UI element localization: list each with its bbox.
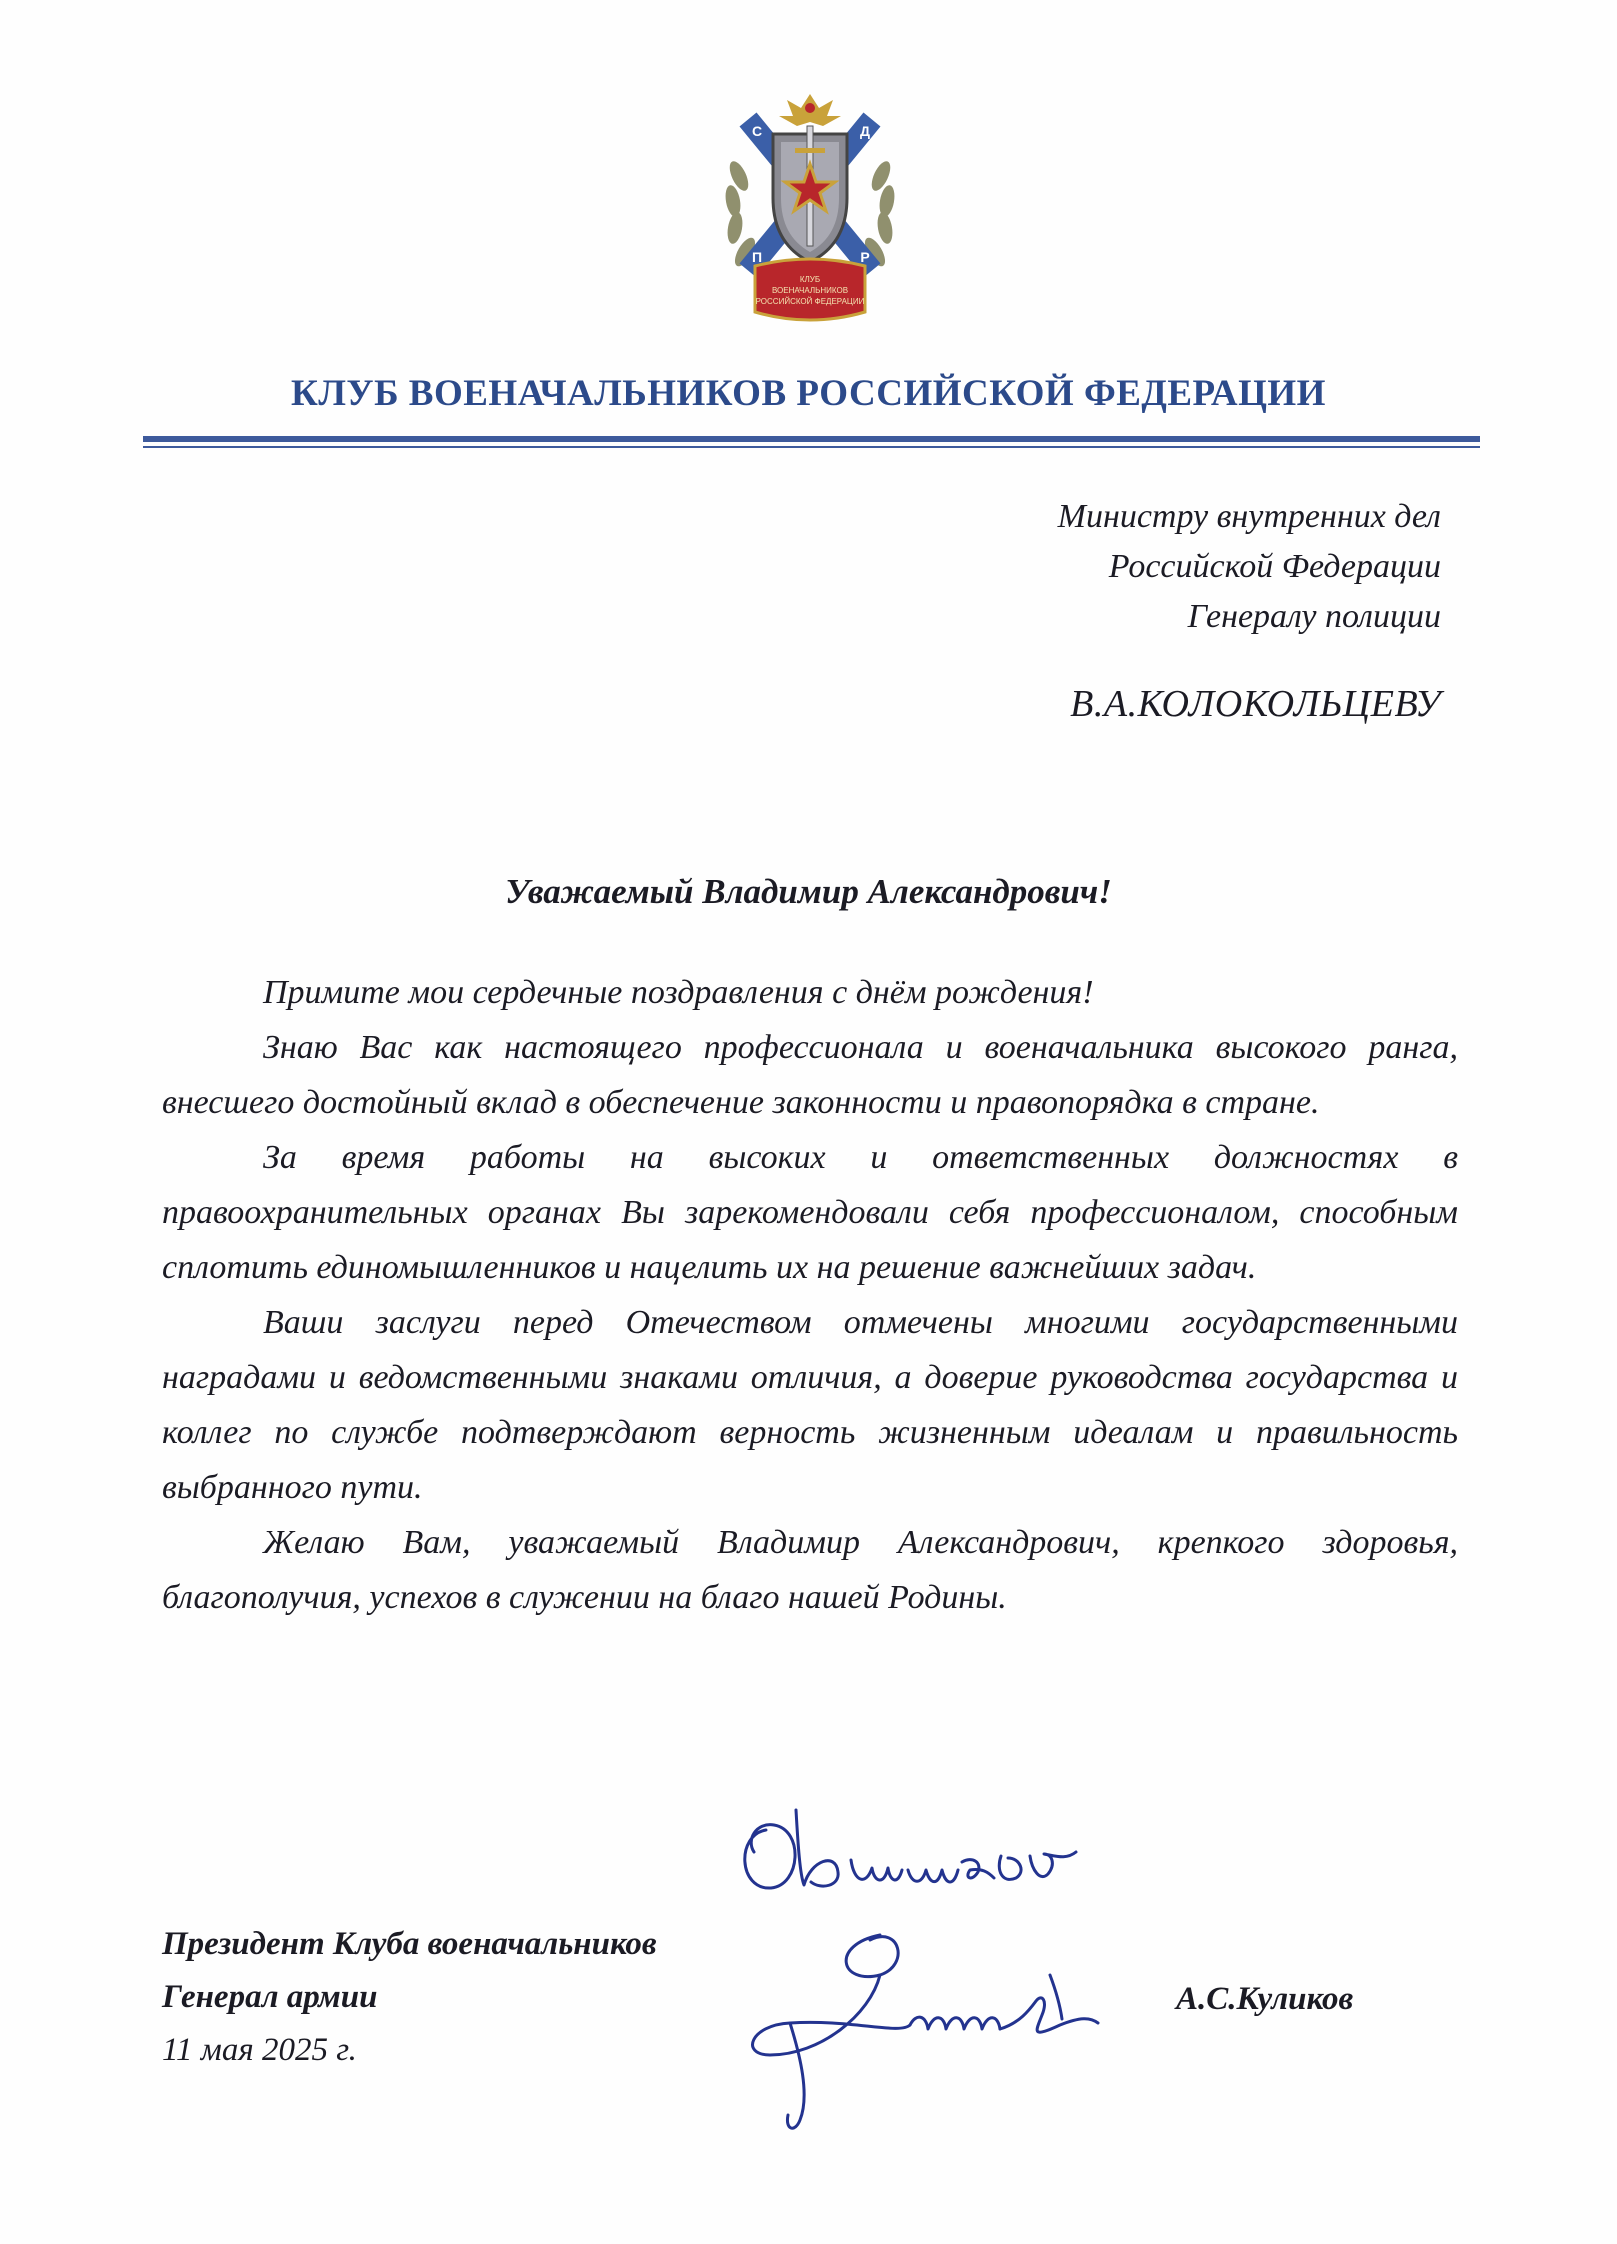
body-paragraph: Ваши заслуги перед Отечеством отмечены многими государственными наградами и ведомственными знаками отличия, а доверие руководства государства и коллег по службе подтверждают верность жизненным идеалам и правильность выбранного пути. [162,1304,1458,1506]
header-rule-thin [143,446,1480,448]
signer-title-line1: Президент Клуба военачальников [162,1926,657,1962]
recipient-line: Генералу полиции [1187,598,1441,635]
salutation: Уважаемый Владимир Александрович! [505,872,1112,911]
organization-title: КЛУБ ВОЕНАЧАЛЬНИКОВ РОССИЙСКОЙ ФЕДЕРАЦИИ [291,373,1326,414]
body-paragraph: За время работы на высоких и ответственных должностях в правоохранительных органах Вы зарекомендовали себя профессионалом, способным сплотить единомышленников и нацелить их на решение важнейших задач. [162,1139,1458,1286]
svg-text:Д: Д [860,123,870,139]
header-rule-thick [143,436,1480,442]
recipient-line: Российской Федерации [1108,548,1441,585]
svg-text:ВОЕНАЧАЛЬНИКОВ: ВОЕНАЧАЛЬНИКОВ [771,286,849,295]
recipient-line: Министру внутренних дел [1057,498,1441,535]
svg-text:П: П [751,249,763,265]
body-paragraph: Примите мои сердечные поздравления с днём рождения! [263,974,1094,1011]
recipient-block [1058,492,1441,642]
signer-title-line2: Генерал армии [162,1979,378,2015]
svg-text:РОССИЙСКОЙ ФЕДЕРАЦИИ: РОССИЙСКОЙ ФЕДЕРАЦИИ [755,297,865,306]
body-paragraph: Желаю Вам, уважаемый Владимир Александрович, крепкого здоровья, благополучия, успехов в служении на благо нашей Родины. [162,1524,1458,1616]
handwritten-signature [730,1905,1150,2145]
letter-body [162,965,1458,1625]
svg-text:Р: Р [860,249,870,265]
body-paragraph: Знаю Вас как настоящего профессионала и военачальника высокого ранга, внесшего достойный вклад в обеспечение законности и правопорядка в стране. [162,1029,1458,1121]
letter-date: 11 мая 2025 г. [162,2032,357,2068]
club-crest-emblem [715,86,905,326]
signer-block [162,1918,657,2077]
signer-name: А.С.Куликов [1176,1981,1354,2017]
svg-text:КЛУБ: КЛУБ [799,275,821,284]
handwritten-note-obnimayu [726,1790,1106,1910]
recipient-name: В.А.КОЛОКОЛЬЦЕВУ [1070,683,1441,725]
svg-text:С: С [751,123,763,139]
